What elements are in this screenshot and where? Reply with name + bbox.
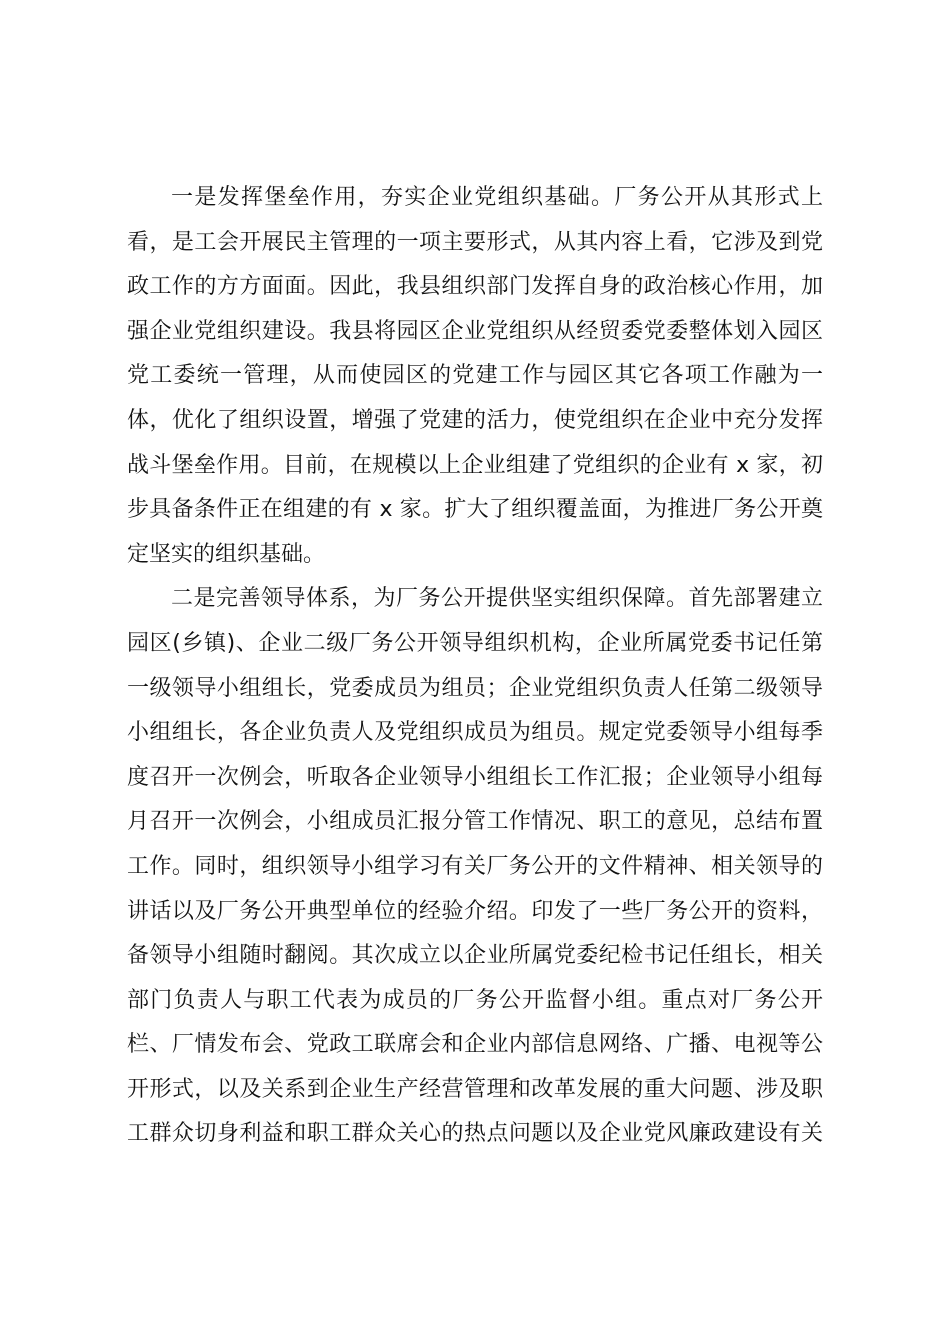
paragraph-2-line-1: 二是完善领导体系，为厂务公开提供坚实组织保障。首先部署建立 [171,586,823,612]
paragraph-1-line-3: 政工作的方方面面。因此，我县组织部门发挥自身的政治核心作用，加 [127,274,823,300]
paragraph-2-line-10: 部门负责人与职工代表为成员的厂务公开监督小组。重点对厂务公开 [127,987,823,1013]
paragraph-2-line-3: 一级领导小组组长，党委成员为组员；企业党组织负责人任第二级领导 [127,675,823,701]
paragraph-2-line-6: 月召开一次例会，小组成员汇报分管工作情况、职工的意见，总结布置 [127,809,823,835]
paragraph-1-line-4: 强企业党组织建设。我县将园区企业党组织从经贸委党委整体划入园区 [127,318,823,344]
paragraph-2-line-9: 备领导小组随时翻阅。其次成立以企业所属党委纪检书记任组长，相关 [127,943,823,969]
paragraph-2-line-7: 工作。同时，组织领导小组学习有关厂务公开的文件精神、相关领导的 [127,853,823,879]
paragraph-2-line-5: 度召开一次例会，听取各企业领导小组组长工作汇报；企业领导小组每 [127,764,823,790]
paragraph-1-line-9: 定坚实的组织基础。 [127,541,326,567]
paragraph-1-line-8: 步具备条件正在组建的有 x 家。扩大了组织覆盖面，为推进厂务公开奠 [127,497,823,523]
paragraph-2-line-12: 开形式，以及关系到企业生产经营管理和改革发展的重大问题、涉及职 [127,1076,823,1102]
paragraph-1-line-7: 战斗堡垒作用。目前，在规模以上企业组建了党组织的企业有 x 家，初 [127,452,823,478]
body-text [127,176,823,1157]
paragraph-2-line-8: 讲话以及厂务公开典型单位的经验介绍。印发了一些厂务公开的资料， [127,898,823,924]
paragraph-2-line-4: 小组组长，各企业负责人及党组织成员为组员。规定党委领导小组每季 [127,720,823,746]
paragraph-2-line-2: 园区(乡镇)、企业二级厂务公开领导组织机构，企业所属党委书记任第 [127,630,823,656]
paragraph-1-line-2: 看，是工会开展民主管理的一项主要形式，从其内容上看，它涉及到党 [127,229,823,255]
paragraph-1-line-5: 党工委统一管理，从而使园区的党建工作与园区其它各项工作融为一 [127,363,823,389]
paragraph-2-line-13: 工群众切身利益和职工群众关心的热点问题以及企业党风廉政建设有关 [127,1121,823,1147]
paragraph-2-line-11: 栏、厂情发布会、党政工联席会和企业内部信息网络、广播、电视等公 [127,1032,823,1058]
paragraph-1-line-1: 一是发挥堡垒作用，夯实企业党组织基础。厂务公开从其形式上 [171,185,823,210]
paragraph-1-line-6: 体，优化了组织设置，增强了党建的活力，使党组织在企业中充分发挥 [127,407,823,433]
